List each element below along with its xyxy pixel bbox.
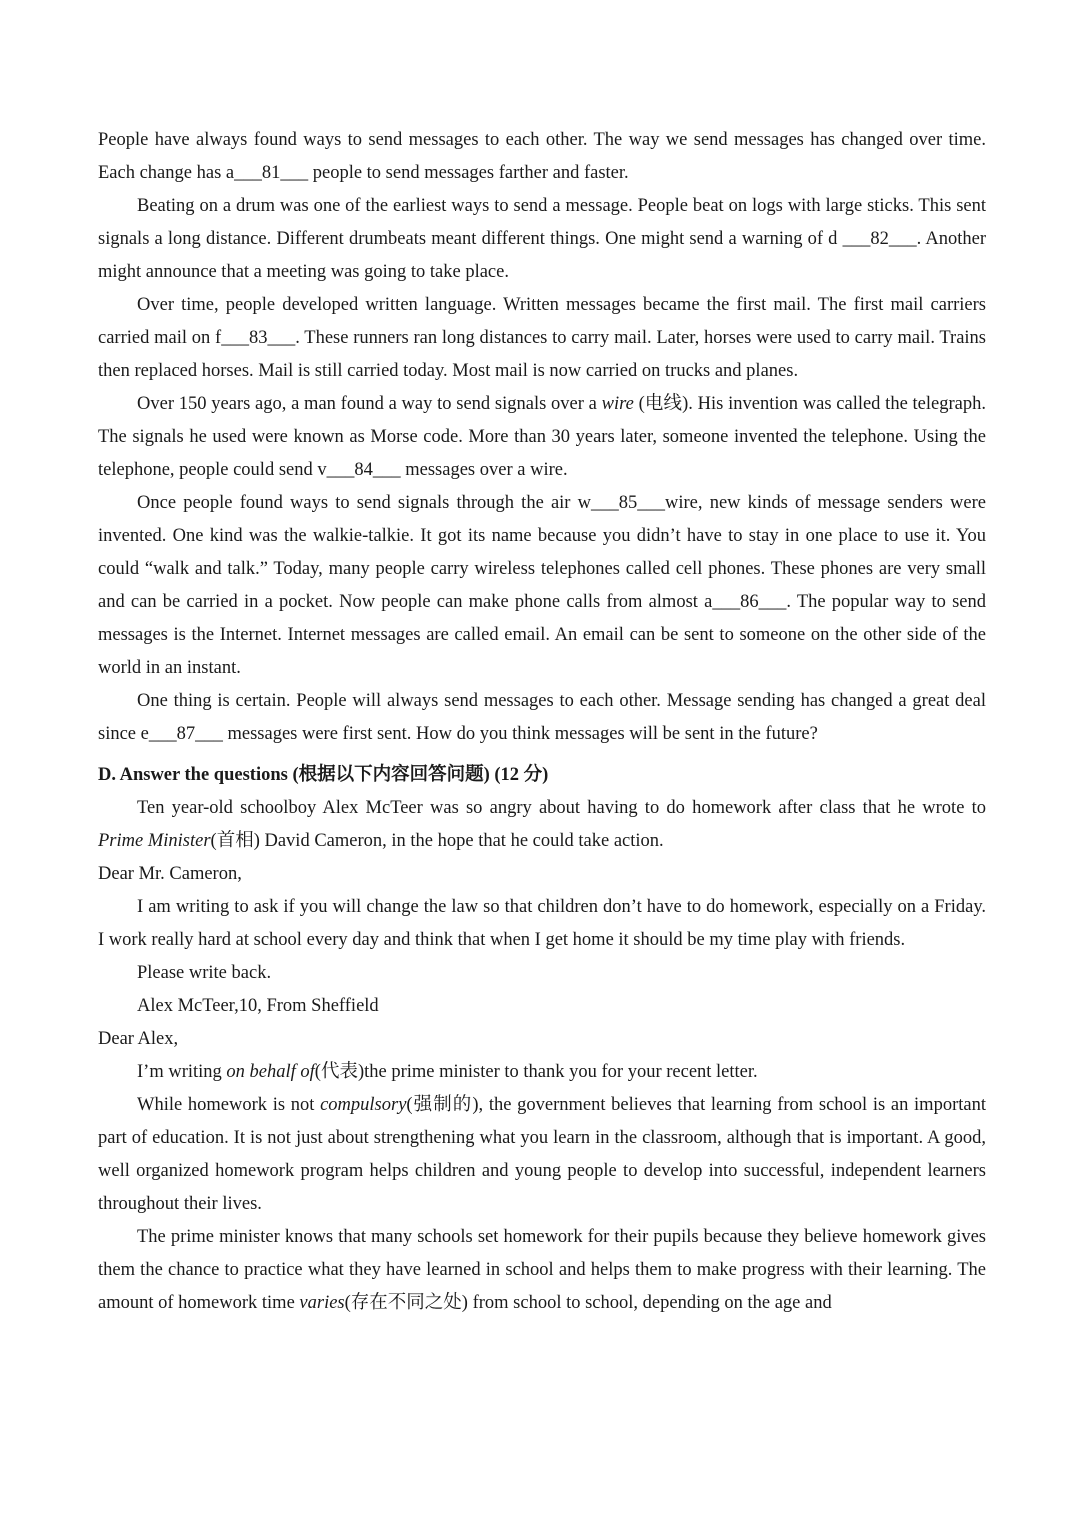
letter1-signature: Alex McTeer,10, From Sheffield <box>137 996 379 1016</box>
text-run: , the government believes that learning from school is an important part of education. It is not just about strengthening what you learn in the classroom, although that is important. A good, well organized homework program helps children and young people to develop into successful, independent learners throughout their lives. <box>98 1095 986 1214</box>
text-run: People have always found ways to send messages to each other. The way we send messages has changed over time. Each change has a <box>98 130 986 183</box>
text-run: . Another might announce that a meeting was going to take place. <box>98 229 986 282</box>
document-body <box>98 124 986 1320</box>
text-run: . These runners ran long distances to carry mail. Later, horses were used to carry mail. Trains then replaced horses. Mail is still carried today. Most mail is now carried on trucks and planes. <box>98 328 986 381</box>
letter2-line-1 <box>98 1056 986 1089</box>
section-d-intro <box>98 792 986 858</box>
italic-term: varies <box>299 1293 345 1313</box>
text-run: Over 150 years ago, a man found a way to send signals over a <box>137 394 602 414</box>
chinese-gloss: (电线) <box>633 394 689 414</box>
text-run: from school to school, depending on the age and <box>467 1293 832 1313</box>
blank-84: ___84___ <box>326 460 401 480</box>
letter1-body: I am writing to ask if you will change the law so that children don’t have to do homework, especially on a Friday. I work really hard at school every day and think that when I get home it should be my time play with friends. <box>98 897 986 950</box>
blank-83: ___83___ <box>221 328 296 348</box>
letter2-paragraph-3 <box>98 1221 986 1320</box>
italic-term: wire <box>601 394 634 414</box>
letter2-greeting: Dear Alex, <box>98 1029 179 1049</box>
text-run: David Cameron, in the hope that he could take action. <box>259 831 664 851</box>
text-run: . The popular way to send messages is the Internet. Internet messages are called email. An email can be sent to someone on the other side of the world in an instant. <box>98 592 986 678</box>
text-run: The prime minister knows that many schools set homework for their pupils because they believe homework gives them the chance to practice what they have learned in school and helps them to make progress with their learning. The amount of homework time <box>98 1227 986 1313</box>
text-run: One thing is certain. People will always send messages to each other. Message sending has changed a great deal since e <box>98 691 986 744</box>
chinese-gloss: (首相) <box>210 831 260 851</box>
text-run: people to send messages farther and faster. <box>308 163 629 183</box>
text-run: . His invention was called the telegraph. The signals he used were known as Morse code. More than 30 years later, someone invented the telephone. Using the telephone, people could send v <box>98 394 986 480</box>
passage-paragraph-3 <box>98 289 986 388</box>
blank-81: ___81___ <box>234 163 309 183</box>
passage-paragraph-4 <box>98 388 986 487</box>
blank-82: ___82___ <box>842 229 917 249</box>
text-run: the prime minister to thank you for your recent letter. <box>364 1062 758 1082</box>
italic-term: on behalf of <box>226 1062 315 1082</box>
italic-term: compulsory <box>320 1095 407 1115</box>
text-run: Once people found ways to send signals through the air w <box>137 493 592 513</box>
text-run: messages were first sent. How do you think messages will be sent in the future? <box>222 724 818 744</box>
chinese-gloss: (代表) <box>314 1062 365 1082</box>
chinese-gloss: (存在不同之处) <box>344 1293 468 1313</box>
blank-86: ___86___ <box>712 592 787 612</box>
blank-85: ___85___ <box>591 493 666 513</box>
text-run: I’m writing <box>137 1062 227 1082</box>
letter1-closing: Please write back. <box>137 963 272 983</box>
text-run: Beating on a drum was one of the earliest ways to send a message. People beat on logs with large sticks. This sent signals a long distance. Different drumbeats meant different things. One might send a warning of d <box>98 196 986 249</box>
passage-paragraph-5 <box>98 487 986 685</box>
text-run: messages over a wire. <box>400 460 568 480</box>
italic-term: Prime Minister <box>98 831 211 851</box>
section-d-heading: D. Answer the questions (根据以下内容回答问题) (12 分) <box>98 765 549 785</box>
passage-paragraph-1 <box>98 124 986 190</box>
text-run: wire, new kinds of message senders were invented. One kind was the walkie-talkie. It got its name because you didn’t have to stay in one place to use it. You could “walk and talk.” Today, many people carry wireless telephones called cell phones. These phones are very small and can be carried in a pocket. Now people can make phone calls from almost a <box>98 493 986 612</box>
blank-87: ___87___ <box>148 724 223 744</box>
text-run: While homework is not <box>137 1095 321 1115</box>
letter1-greeting: Dear Mr. Cameron, <box>98 864 242 884</box>
letter2-paragraph-2 <box>98 1089 986 1221</box>
passage-paragraph-6 <box>98 685 986 751</box>
chinese-gloss: (强制的) <box>406 1095 479 1115</box>
passage-paragraph-2 <box>98 190 986 289</box>
text-run: Ten year-old schoolboy Alex McTeer was so angry about having to do homework after class that he wrote to <box>137 798 986 818</box>
text-run: Over time, people developed written language. Written messages became the first mail. The first mail carriers carried mail on f <box>98 295 986 348</box>
